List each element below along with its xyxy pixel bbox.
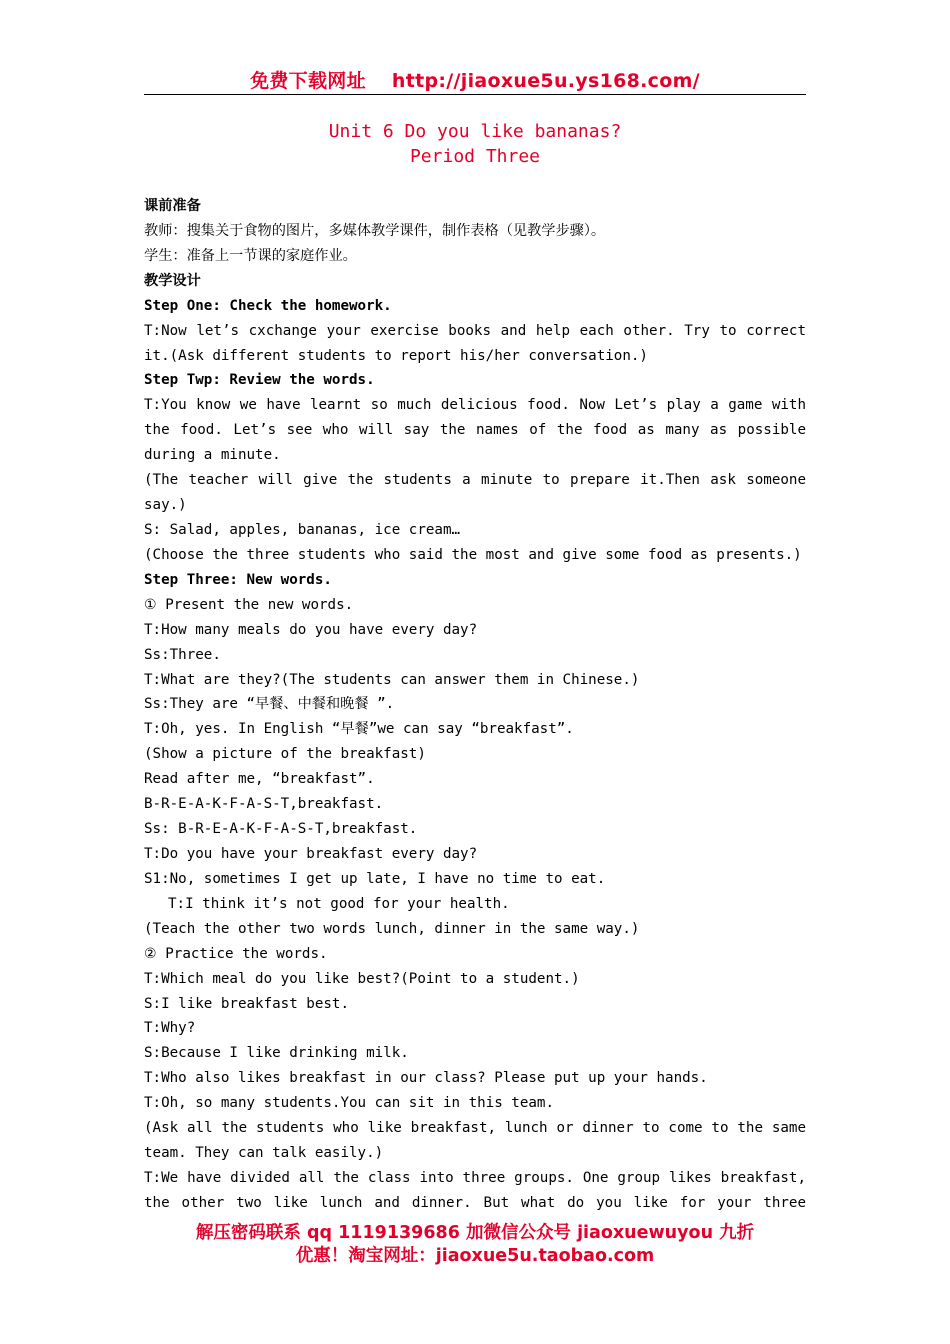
- section-heading: 教学设计: [144, 272, 201, 289]
- header-banner: [144, 66, 806, 93]
- header-divider: [144, 94, 806, 95]
- text-line: ② Practice the words.: [144, 945, 328, 962]
- text-line: (The teacher will give the students a minute to prepare it.Then ask someone: [144, 472, 806, 489]
- section-heading: 课前准备: [144, 198, 201, 214]
- footer-promo-line-1: 解压密码联系 qq 1119139686 加微信公众号 jiaoxuewuyou 九折: [195, 1223, 755, 1243]
- text-line: say.): [144, 497, 187, 514]
- step-heading: Step One: Check the homework.: [144, 297, 392, 314]
- text-line: T:What are they?(The students can answer them in Chinese.): [144, 671, 640, 688]
- text-line: S:I like breakfast best.: [144, 995, 349, 1012]
- text-line: (Show a picture of the breakfast): [144, 746, 426, 763]
- text-line: ① Present the new words.: [144, 596, 354, 613]
- text-line: T:Oh, so many students.You can sit in this team.: [144, 1095, 554, 1112]
- text-line: Ss:They are “早餐、中餐和晚餐 ”.: [144, 696, 395, 713]
- document-body: [144, 194, 806, 1216]
- text-line: S: Salad, apples, bananas, ice cream…: [144, 521, 461, 538]
- text-line: T:Do you have your breakfast every day?: [144, 845, 478, 862]
- text-line: Read after me, “breakfast”.: [144, 771, 375, 788]
- text-line: S:Because I like drinking milk.: [144, 1045, 409, 1062]
- header-url-link[interactable]: http://jiaoxue5u.ys168.com/: [391, 70, 700, 92]
- text-line: the other two like lunch and dinner. But what do you like for your three: [144, 1194, 806, 1211]
- text-line: T:Which meal do you like best?(Point to a student.): [144, 970, 580, 987]
- text-line: T:Why?: [144, 1020, 196, 1037]
- text-line: B-R-E-A-K-F-A-S-T,breakfast.: [144, 796, 384, 813]
- document-title: Unit 6 Do you like bananas?: [328, 121, 622, 142]
- text-line: 教师：搜集关于食物的图片，多媒体教学课件，制作表格（见教学步骤）。: [144, 222, 606, 239]
- text-line: (Teach the other two words lunch, dinner in the same way.): [144, 920, 640, 937]
- text-line: (Ask all the students who like breakfast, lunch or dinner to come to the same: [144, 1120, 806, 1137]
- text-line: team. They can talk easily.): [144, 1145, 384, 1162]
- header-label: 免费下载网址: [250, 70, 366, 92]
- document-subtitle: Period Three: [409, 146, 541, 167]
- text-line: Ss: B-R-E-A-K-F-A-S-T,breakfast.: [144, 821, 418, 838]
- step-heading: Step Twp: Review the words.: [144, 372, 375, 389]
- text-line: it.(Ask different students to report his/her conversation.): [144, 347, 648, 364]
- text-line: T:Now let’s cxchange your exercise books and help each other. Try to correct: [144, 322, 806, 339]
- text-line: T:I think it’s not good for your health.: [168, 895, 510, 912]
- text-line: 学生：准备上一节课的家庭作业。: [144, 247, 357, 264]
- text-line: (Choose the three students who said the most and give some food as presents.): [144, 546, 802, 563]
- text-line: S1:No, sometimes I get up late, I have no time to eat.: [144, 870, 606, 887]
- text-line: T:We have divided all the class into three groups. One group likes breakfast,: [144, 1169, 806, 1186]
- footer-promo-line-2: 优惠！淘宝网址：jiaoxue5u.taobao.com: [295, 1246, 655, 1266]
- step-heading: Step Three: New words.: [144, 571, 332, 588]
- text-line: Ss:Three.: [144, 646, 221, 663]
- text-line: T:Who also likes breakfast in our class? Please put up your hands.: [144, 1070, 708, 1087]
- text-line: T:How many meals do you have every day?: [144, 621, 478, 638]
- text-line: T:Oh, yes. In English “早餐”we can say “breakfast”.: [144, 721, 574, 738]
- text-line: during a minute.: [144, 447, 281, 464]
- text-line: T:You know we have learnt so much delicious food. Now Let’s play a game with: [144, 397, 806, 414]
- text-line: the food. Let’s see who will say the names of the food as many as possible: [144, 422, 806, 439]
